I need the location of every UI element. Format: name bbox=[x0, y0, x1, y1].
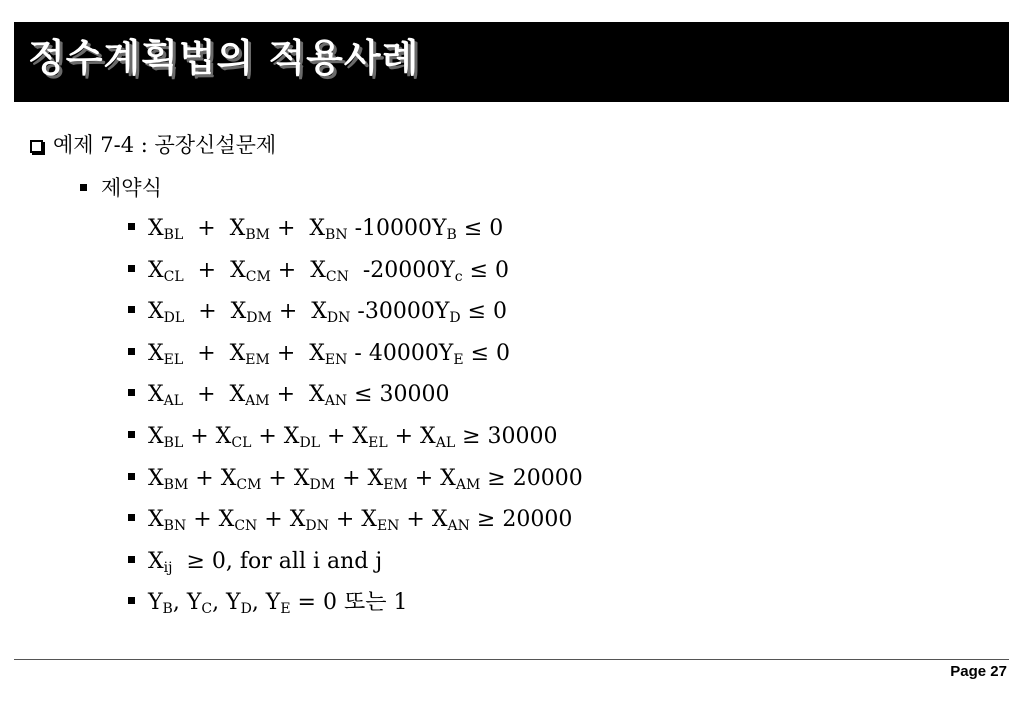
subscript: D bbox=[449, 310, 461, 327]
subscript: BN bbox=[163, 518, 187, 535]
constraint-item bbox=[128, 585, 583, 627]
constraint-expression bbox=[148, 590, 408, 618]
constraint-item bbox=[128, 336, 583, 378]
subscript: AL bbox=[163, 393, 184, 410]
square-bullet-icon bbox=[128, 556, 135, 563]
square-bullet-icon bbox=[128, 223, 135, 230]
expression-text: + X bbox=[271, 299, 327, 325]
constraint-item bbox=[128, 419, 583, 461]
expression-text: ≤ 30000 bbox=[347, 382, 450, 408]
square-bullet-icon bbox=[128, 473, 135, 480]
subscript: DL bbox=[299, 434, 320, 451]
expression-text: + X bbox=[188, 465, 237, 491]
subscript: E bbox=[453, 351, 464, 368]
expression-text: X bbox=[148, 423, 164, 449]
expression-text: + X bbox=[269, 340, 325, 366]
expression-text: X bbox=[148, 257, 164, 283]
expression-text: + X bbox=[251, 423, 300, 449]
constraints-heading bbox=[80, 173, 162, 203]
constraint-expression bbox=[148, 549, 382, 574]
expression-text: - 40000Y bbox=[347, 340, 454, 366]
expression-text: X bbox=[148, 299, 164, 325]
square-bullet-icon bbox=[128, 597, 135, 604]
footer-divider bbox=[14, 659, 1009, 660]
subscript: BL bbox=[163, 227, 184, 243]
expression-text: + X bbox=[387, 423, 436, 449]
expression-text: + X bbox=[328, 507, 377, 533]
expression-text: ≤ 0 bbox=[456, 216, 504, 241]
subscript: BM bbox=[245, 227, 270, 243]
subscript: DN bbox=[326, 310, 351, 327]
subscript: CL bbox=[231, 434, 252, 451]
expression-text: + X bbox=[270, 257, 326, 283]
expression-text: ≥ 0, for all i and j bbox=[172, 548, 383, 574]
subscript: AN bbox=[324, 393, 348, 410]
expression-text: + X bbox=[257, 507, 306, 533]
expression-text: + X bbox=[183, 340, 246, 366]
expression-text: + X bbox=[183, 216, 246, 241]
constraint-item bbox=[128, 294, 583, 336]
expression-text: X bbox=[148, 216, 164, 241]
expression-text: -30000Y bbox=[350, 299, 450, 325]
subscript: AM bbox=[245, 393, 270, 410]
expression-text: + X bbox=[184, 299, 247, 325]
expression-text: + X bbox=[320, 423, 369, 449]
constraint-item bbox=[128, 461, 583, 503]
expression-text: ≤ 0 bbox=[460, 299, 507, 325]
expression-text: ≤ 0 bbox=[462, 257, 510, 283]
expression-text: ≤ 0 bbox=[463, 340, 510, 366]
expression-text: + X bbox=[269, 382, 325, 408]
title-bar bbox=[14, 22, 1009, 102]
constraint-expression bbox=[148, 382, 450, 410]
constraint-item bbox=[128, 253, 583, 295]
subscript: C bbox=[201, 601, 213, 618]
example-text: 예제 7-4 : 공장신설문제 bbox=[53, 133, 277, 157]
expression-text: + X bbox=[399, 507, 448, 533]
subscript: CM bbox=[236, 476, 262, 493]
subscript: CN bbox=[325, 268, 349, 285]
square-bullet-icon bbox=[128, 431, 135, 438]
square-bullet-icon bbox=[128, 514, 135, 521]
square-bullet-icon bbox=[128, 306, 135, 313]
expression-text: = 0 또는 1 bbox=[290, 590, 408, 616]
subscript: EN bbox=[324, 351, 348, 368]
expression-text: + X bbox=[183, 257, 246, 283]
subscript: EL bbox=[163, 351, 184, 368]
constraint-expression bbox=[148, 466, 583, 491]
constraint-expression bbox=[148, 424, 558, 449]
expression-text: + X bbox=[183, 382, 246, 408]
subscript: B bbox=[446, 227, 457, 243]
expression-text: + X bbox=[335, 465, 384, 491]
expression-text: ≥ 20000 bbox=[480, 465, 583, 491]
constraint-item bbox=[128, 211, 583, 253]
slide-title: 정수계획법의 적용사례 bbox=[28, 36, 420, 80]
checkbox-bullet-icon bbox=[30, 140, 43, 153]
subscript: B bbox=[162, 601, 173, 618]
subscript: BN bbox=[325, 227, 348, 243]
constraint-item bbox=[128, 377, 583, 419]
square-bullet-icon bbox=[128, 389, 135, 396]
subscript: AM bbox=[455, 476, 481, 493]
expression-text: + X bbox=[186, 507, 235, 533]
expression-text: , Y bbox=[212, 590, 241, 616]
constraint-expression bbox=[148, 299, 507, 327]
constraint-item bbox=[128, 502, 583, 544]
constraint-expression bbox=[148, 341, 510, 366]
constraint-expression bbox=[148, 216, 503, 241]
constraints-label: 제약식 bbox=[101, 176, 162, 200]
subscript: CM bbox=[245, 268, 271, 285]
subscript: E bbox=[280, 601, 291, 618]
page-number: Page 27 bbox=[950, 663, 1007, 680]
expression-text: X bbox=[148, 382, 164, 408]
expression-text: , Y bbox=[172, 590, 202, 616]
expression-text: X bbox=[148, 548, 164, 574]
square-bullet-icon bbox=[128, 348, 135, 355]
expression-text: + X bbox=[183, 423, 232, 449]
subscript: EN bbox=[376, 518, 400, 535]
expression-text: X bbox=[148, 507, 164, 533]
expression-text: X bbox=[148, 465, 164, 491]
expression-text: + X bbox=[261, 465, 310, 491]
expression-text: -10000Y bbox=[347, 216, 447, 241]
example-heading bbox=[30, 130, 276, 160]
square-bullet-icon bbox=[80, 184, 87, 191]
subscript: CL bbox=[163, 268, 184, 285]
subscript: AL bbox=[435, 434, 456, 451]
expression-text: X bbox=[148, 340, 164, 366]
constraint-list bbox=[128, 211, 583, 627]
subscript: AN bbox=[447, 518, 470, 535]
subscript: ij bbox=[163, 559, 173, 576]
subscript: D bbox=[240, 601, 252, 618]
expression-text: ≥ 30000 bbox=[455, 423, 558, 449]
subscript: CN bbox=[234, 518, 258, 535]
square-bullet-icon bbox=[128, 265, 135, 272]
subscript: EL bbox=[368, 434, 388, 451]
subscript: EM bbox=[383, 476, 408, 493]
expression-text: Y bbox=[148, 590, 163, 616]
expression-text: , Y bbox=[251, 590, 281, 616]
subscript: c bbox=[454, 268, 463, 285]
expression-text: ≥ 20000 bbox=[469, 507, 573, 533]
subscript: DM bbox=[246, 310, 272, 327]
subscript: DN bbox=[305, 518, 329, 535]
expression-text: -20000Y bbox=[348, 257, 455, 283]
expression-text: + X bbox=[407, 465, 456, 491]
subscript: BM bbox=[163, 476, 189, 493]
constraint-expression bbox=[148, 258, 509, 283]
constraint-item bbox=[128, 544, 583, 586]
constraint-expression bbox=[148, 507, 573, 535]
subscript: EM bbox=[245, 351, 270, 368]
expression-text: + X bbox=[269, 216, 326, 241]
subscript: DL bbox=[163, 310, 185, 327]
subscript: BL bbox=[163, 434, 184, 451]
subscript: DM bbox=[309, 476, 336, 493]
